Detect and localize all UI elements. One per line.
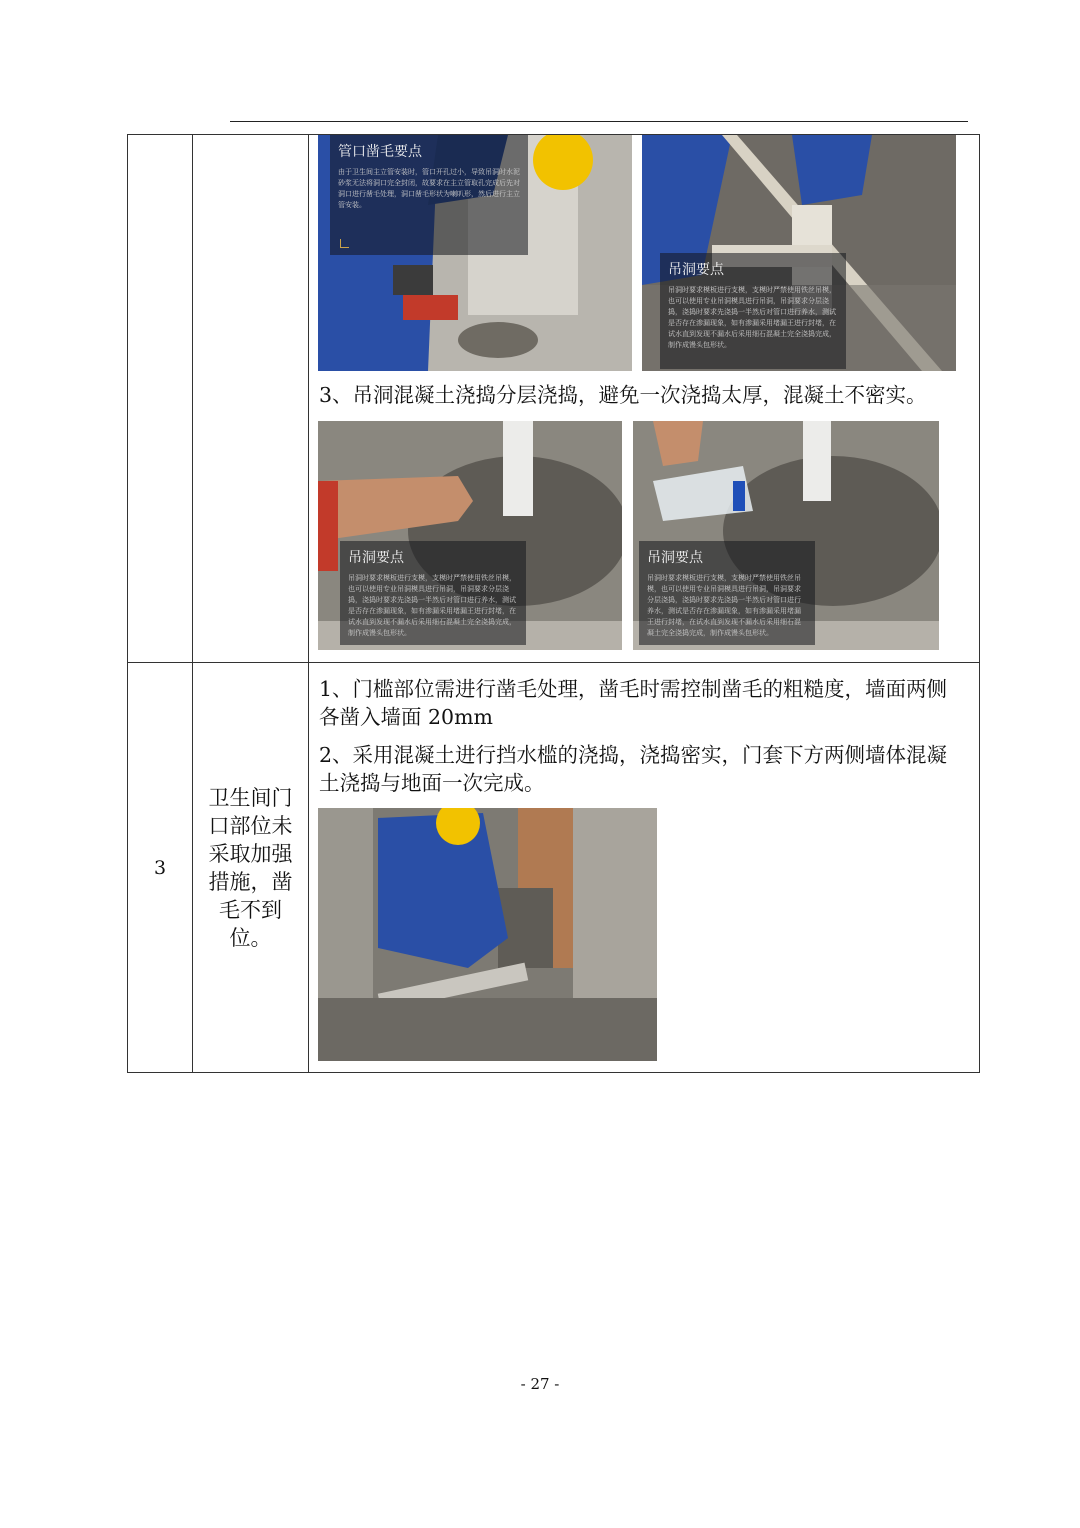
photo4-caption-box bbox=[639, 541, 815, 645]
measures-cell bbox=[309, 663, 980, 1073]
measure-text-2: 2、采用混凝土进行挡水槛的浇捣，浇捣密实，门套下方两侧墙体混凝土浇捣与地面一次完成。 bbox=[319, 743, 948, 795]
photo1-caption-box bbox=[330, 135, 528, 255]
photo-tamping bbox=[318, 421, 622, 650]
photo-water-test bbox=[633, 421, 939, 650]
photo4-caption-title: 吊洞要点 bbox=[647, 550, 703, 566]
photo-door-threshold bbox=[318, 808, 657, 1061]
measures-cell bbox=[309, 135, 980, 663]
row-number: 3 bbox=[128, 663, 193, 1073]
rectification-table bbox=[127, 134, 980, 1073]
issue-description: 卫生间门口部位未采取加强措施，凿毛不到位。 bbox=[193, 663, 309, 1073]
measure-text-3: 3、吊洞混凝土浇捣分层浇捣，避免一次浇捣太厚，混凝土不密实。 bbox=[319, 383, 927, 407]
photo4-caption-body: 吊洞时要求模板进行支模，支模时严禁使用铁丝吊模，也可以使用专业吊洞模具进行吊洞，吊洞要求分层浇捣，浇捣时要求先浇捣一半然后对管口进行养水，测试是否存在渗漏现象，如有渗漏采用堵漏王进行封堵，在试水直到发现不漏水后采用细石混凝土完全浇捣完成，制作成馒头包形状。 bbox=[647, 574, 801, 637]
photo1-caption-body: 由于卫生间主立管安装时，管口开孔过小，导致吊洞时水泥砂浆无法将洞口完全封闭，故要求在主立管取孔完成后先对洞口进行凿毛处理，洞口凿毛形状为喇叭形，然后进行主立管安装。 bbox=[338, 168, 520, 209]
photo2-caption-box bbox=[660, 253, 846, 369]
photo3-caption-box bbox=[340, 541, 526, 645]
measure-text-1: 1、门槛部位需进行凿毛处理，凿毛时需控制凿毛的粗糙度，墙面两侧各凿入墙面 20mm bbox=[319, 677, 948, 729]
table-row-3 bbox=[128, 663, 980, 1073]
photo-pipe-sleeve bbox=[642, 135, 956, 371]
row-number-cell bbox=[128, 135, 193, 663]
header-rule bbox=[230, 121, 968, 122]
photo1-caption-title: 管口凿毛要点 bbox=[338, 144, 422, 160]
issue-cell bbox=[193, 135, 309, 663]
photo-door-threshold-image bbox=[318, 808, 657, 1061]
page-number: - 27 - bbox=[520, 1375, 560, 1393]
table-row-continued bbox=[128, 135, 980, 663]
caption-corner-mark bbox=[340, 239, 349, 248]
photo-pipe-chiseling bbox=[318, 135, 632, 371]
photo3-caption-body: 吊洞时要求模板进行支模，支模时严禁使用铁丝吊模，也可以使用专业吊洞模具进行吊洞，吊洞要求分层浇捣，浇捣时要求先浇捣一半然后对管口进行养水，测试是否存在渗漏现象，如有渗漏采用堵漏王进行封堵，在试水直到发现不漏水后采用细石混凝土完全浇捣完成，制作成馒头包形状。 bbox=[348, 574, 516, 637]
photo2-caption-title: 吊洞要点 bbox=[668, 262, 724, 278]
photo2-caption-body: 吊洞时要求模板进行支模，支模时严禁使用铁丝吊模，也可以使用专业吊洞模具进行吊洞，吊洞要求分层浇捣，浇捣时要求先浇捣一半然后对管口进行养水，测试是否存在渗漏现象，如有渗漏采用堵漏王进行封堵，在试水直到发现不漏水后采用细石混凝土完全浇捣完成，制作成馒头包形状。 bbox=[668, 286, 836, 349]
photo3-caption-title: 吊洞要点 bbox=[348, 550, 404, 566]
